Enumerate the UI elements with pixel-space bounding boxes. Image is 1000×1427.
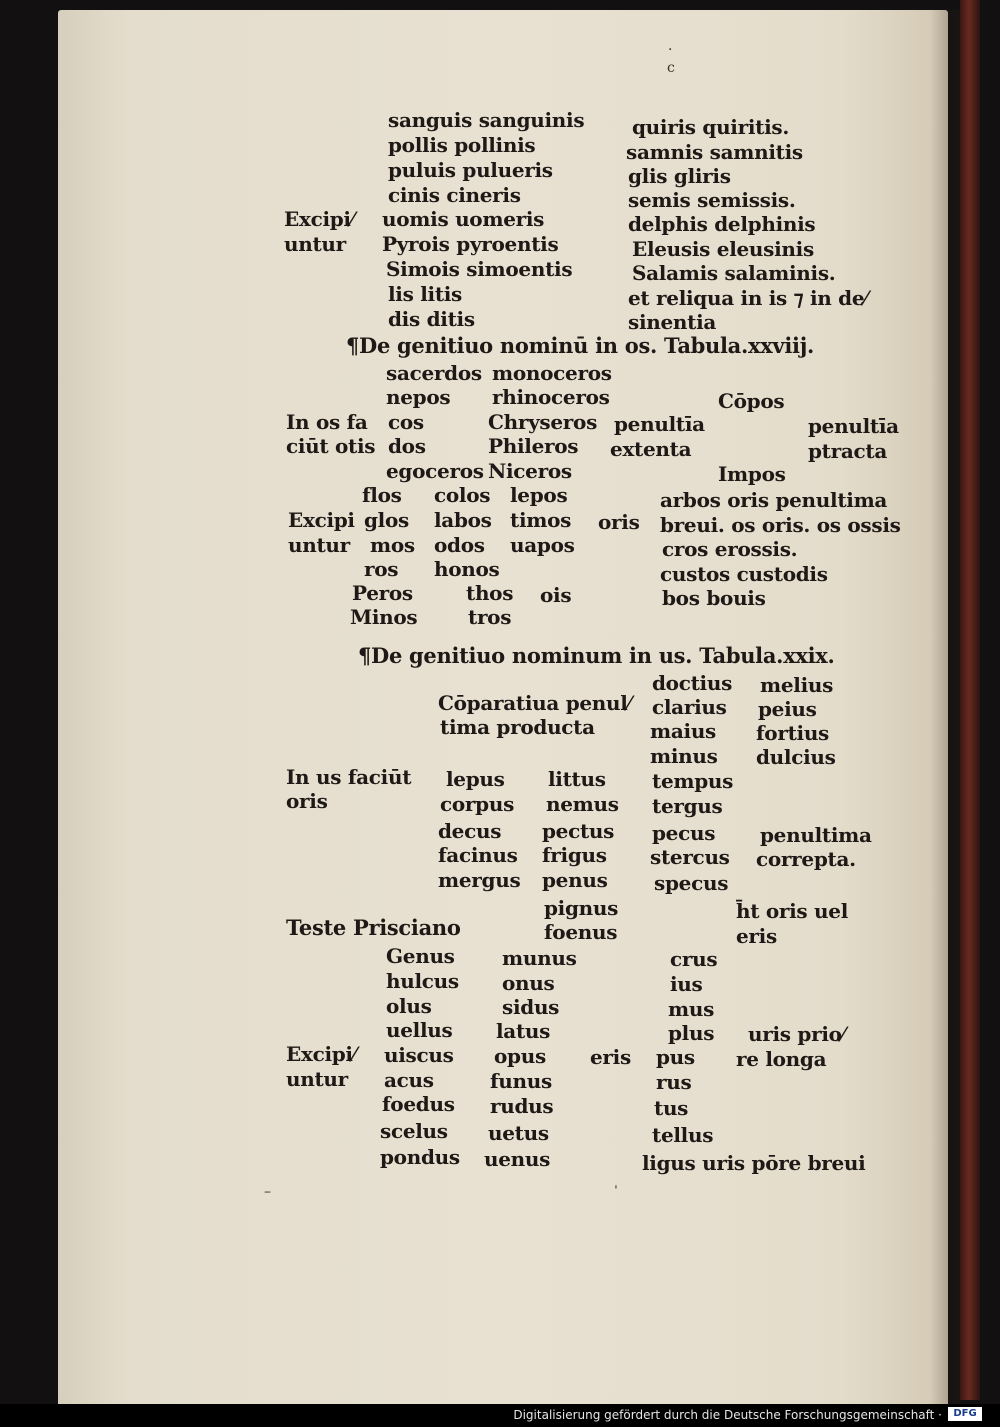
s3-exc-col1: foedus — [382, 1092, 455, 1116]
s1-excipi-label: Excipi⁄ — [284, 207, 354, 231]
bottom-tick-mark: ˈ — [614, 1184, 618, 1200]
s3-col-b: foenus — [544, 920, 618, 944]
s3-right-word: tus — [654, 1096, 689, 1120]
s2-g2-word: labos — [434, 508, 492, 532]
s2-penultima-extenta-2: extenta — [610, 437, 692, 461]
s2-g3-word: uapos — [510, 533, 575, 557]
s2-right-line: cros erossis. — [662, 537, 798, 561]
s2-penultima-ptracta-2: ptracta — [808, 439, 887, 463]
s2-g1-word: flos — [362, 483, 402, 507]
s3-col-a: facinus — [438, 843, 518, 867]
s3-col-c: tergus — [652, 794, 723, 818]
s1-left-line: puluis pulueris — [388, 158, 553, 182]
s1-left-line: Pyrois pyroentis — [382, 232, 559, 256]
s1-right-line: Eleusis eleusinis — [632, 237, 814, 261]
s2-right-line: bos bouis — [662, 586, 766, 610]
footer-credit: Digitalisierung gefördert durch die Deutsche Forschungsgemeinschaft · — [513, 1408, 942, 1422]
s3-exc-col2: latus — [496, 1019, 551, 1043]
s3-exc-col1: acus — [384, 1068, 434, 1092]
s2-g2-word: honos — [434, 557, 500, 581]
s3-right-word: ius — [670, 972, 703, 996]
s3-exc-col2: munus — [502, 946, 577, 970]
s1-right-line: semis semissis. — [628, 188, 796, 212]
s3-exc-col1: Genus — [386, 944, 455, 968]
s1-right-line: samnis samnitis — [626, 140, 803, 164]
s1-left-line: sanguis sanguinis — [388, 108, 585, 132]
s3-exc-col1: hulcus — [386, 969, 459, 993]
s3-col-b: littus — [548, 767, 606, 791]
s3-right-word: crus — [670, 947, 718, 971]
s3-exc-col1: olus — [386, 994, 432, 1018]
s3-col-b: penus — [542, 868, 608, 892]
s2-thos: thos — [466, 581, 514, 605]
s2-col2-word: Chryseros — [488, 410, 598, 434]
s3-exc-col1: scelus — [380, 1119, 448, 1143]
s2-col1-word: sacerdos — [386, 361, 482, 385]
s3-col-c: stercus — [650, 845, 730, 869]
s3-comp-col2: fortius — [756, 721, 830, 745]
s2-g1-word: glos — [364, 508, 409, 532]
s1-right-line: delphis delphinis — [628, 212, 816, 236]
s3-exc-col2: onus — [502, 971, 555, 995]
s3-re-longa: re longa — [736, 1047, 827, 1071]
bottom-dash-mark: – — [264, 1184, 271, 1200]
s3-exc-col1: pondus — [380, 1145, 460, 1169]
s2-copos: Cōpos — [718, 389, 785, 413]
s3-ligus-line: ligus uris pōre breui — [642, 1151, 866, 1175]
s3-exc-col2: sidus — [502, 995, 560, 1019]
s2-in-os-label-2: ciūt otis — [286, 434, 376, 458]
s2-peros: Peros — [352, 581, 413, 605]
top-dot-mark: · — [668, 42, 673, 58]
s3-col-c: pecus — [652, 821, 716, 845]
s1-left-line: pollis pollinis — [388, 133, 536, 157]
s1-right-line: quiris quiritis. — [632, 115, 789, 139]
s3-comp-col1: doctius — [652, 671, 733, 695]
s2-penultima-extenta-1: penultīa — [614, 412, 705, 436]
s3-comp-col1: minus — [650, 744, 718, 768]
s1-right-line: sinentia — [628, 310, 717, 334]
s3-hnt-oris: h̄t oris uel — [736, 899, 849, 923]
s2-col2-word: Niceros — [488, 459, 572, 483]
top-c-mark: c — [667, 60, 675, 76]
s2-col1-word: cos — [388, 410, 424, 434]
s2-g1-word: mos — [370, 533, 415, 557]
s3-untur-label: untur — [286, 1067, 348, 1091]
s3-comparatiua-2: tima producta — [440, 715, 595, 739]
s3-col-b: nemus — [546, 792, 619, 816]
s3-excipi-label: Excipi⁄ — [286, 1042, 356, 1066]
s3-col-b: pectus — [542, 819, 615, 843]
s2-col2-word: rhinoceros — [492, 385, 610, 409]
s2-oris: oris — [598, 510, 640, 534]
s2-penultima-ptracta-1: penultīa — [808, 414, 899, 438]
s3-col-b: frigus — [542, 843, 607, 867]
s2-g1-word: ros — [364, 557, 399, 581]
s2-minos: Minos — [350, 605, 418, 629]
heading-tabula-29: ¶De genitiuo nominum in us. Tabula.xxix. — [358, 643, 835, 668]
s3-col-b: pignus — [544, 896, 619, 920]
s2-ois: ois — [540, 583, 572, 607]
s3-comp-col2: peius — [758, 697, 817, 721]
s3-comparatiua-1: Cōparatiua penul⁄ — [438, 691, 631, 715]
s2-g2-word: odos — [434, 533, 485, 557]
s2-col2-word: monoceros — [492, 361, 612, 385]
s3-col-a: decus — [438, 819, 502, 843]
s2-right-line: breui. os oris. os ossis — [660, 513, 901, 537]
s2-right-line: arbos oris penultima — [660, 488, 888, 512]
s3-eris: eris — [590, 1045, 631, 1069]
s3-comp-col1: clarius — [652, 695, 727, 719]
s1-left-line: uomis uomeris — [382, 207, 545, 231]
s3-exc-col2: rudus — [490, 1094, 554, 1118]
s2-in-os-label: In os fa — [286, 410, 368, 434]
s3-col-c: tempus — [652, 769, 734, 793]
s2-impos: Impos — [718, 462, 786, 486]
s3-exc-col1: uellus — [386, 1018, 453, 1042]
s3-exc-col1: uiscus — [384, 1043, 454, 1067]
s1-left-line: Simois simoentis — [386, 257, 573, 281]
s2-col2-word: Phileros — [488, 434, 579, 458]
s3-right-word: mus — [668, 997, 715, 1021]
s3-exc-col2: funus — [490, 1069, 552, 1093]
s3-hnt-eris: eris — [736, 924, 777, 948]
s3-right-word: tellus — [652, 1123, 714, 1147]
s1-right-line: Salamis salaminis. — [632, 261, 836, 285]
s3-penultima: penultima — [760, 823, 872, 847]
s1-right-line: glis gliris — [628, 164, 731, 188]
s2-g2-word: colos — [434, 483, 491, 507]
s3-in-us-label: In us faciūt — [286, 765, 412, 789]
s3-col-a: lepus — [446, 767, 505, 791]
s1-left-line: cinis cineris — [388, 183, 521, 207]
s3-col-a: corpus — [440, 792, 515, 816]
s3-col-c: specus — [654, 871, 729, 895]
s2-tros: tros — [468, 605, 512, 629]
s3-in-us-label-2: oris — [286, 789, 328, 813]
s3-correpta: correpta. — [756, 847, 856, 871]
s2-excipi-label: Excipi — [288, 508, 355, 532]
s3-comp-col2: melius — [760, 673, 834, 697]
s2-col1-word: egoceros — [386, 459, 484, 483]
s3-uris-priore: uris prio⁄ — [748, 1022, 845, 1046]
s3-col-a: mergus — [438, 868, 521, 892]
s2-right-line: custos custodis — [660, 562, 828, 586]
s3-exc-col2: opus — [494, 1044, 546, 1068]
s3-right-word: rus — [656, 1070, 692, 1094]
s3-right-word: pus — [656, 1045, 695, 1069]
s1-left-line: dis ditis — [388, 307, 475, 331]
page-gutter-shadow — [930, 10, 960, 1408]
s2-col1-word: nepos — [386, 385, 451, 409]
binding-edge — [960, 0, 980, 1400]
s1-untur-label: untur — [284, 232, 346, 256]
s3-comp-col2: dulcius — [756, 745, 836, 769]
s3-comp-col1: maius — [650, 719, 717, 743]
s2-g3-word: timos — [510, 508, 572, 532]
s2-untur-label: untur — [288, 533, 350, 557]
s3-teste-prisciano: Teste Prisciano — [286, 915, 461, 940]
s3-exc-col2: uetus — [488, 1121, 549, 1145]
s3-exc-col2: uenus — [484, 1147, 551, 1171]
s2-col1-word: dos — [388, 434, 426, 458]
s3-right-word: plus — [668, 1021, 715, 1045]
dfg-logo: DFG — [948, 1407, 982, 1421]
s1-right-line: et reliqua in is ⁊ in de⁄ — [628, 286, 868, 310]
s2-g3-word: lepos — [510, 483, 568, 507]
heading-tabula-28: ¶De genitiuo nominū in os. Tabula.xxviij. — [346, 333, 815, 358]
s1-left-line: lis litis — [388, 282, 463, 306]
